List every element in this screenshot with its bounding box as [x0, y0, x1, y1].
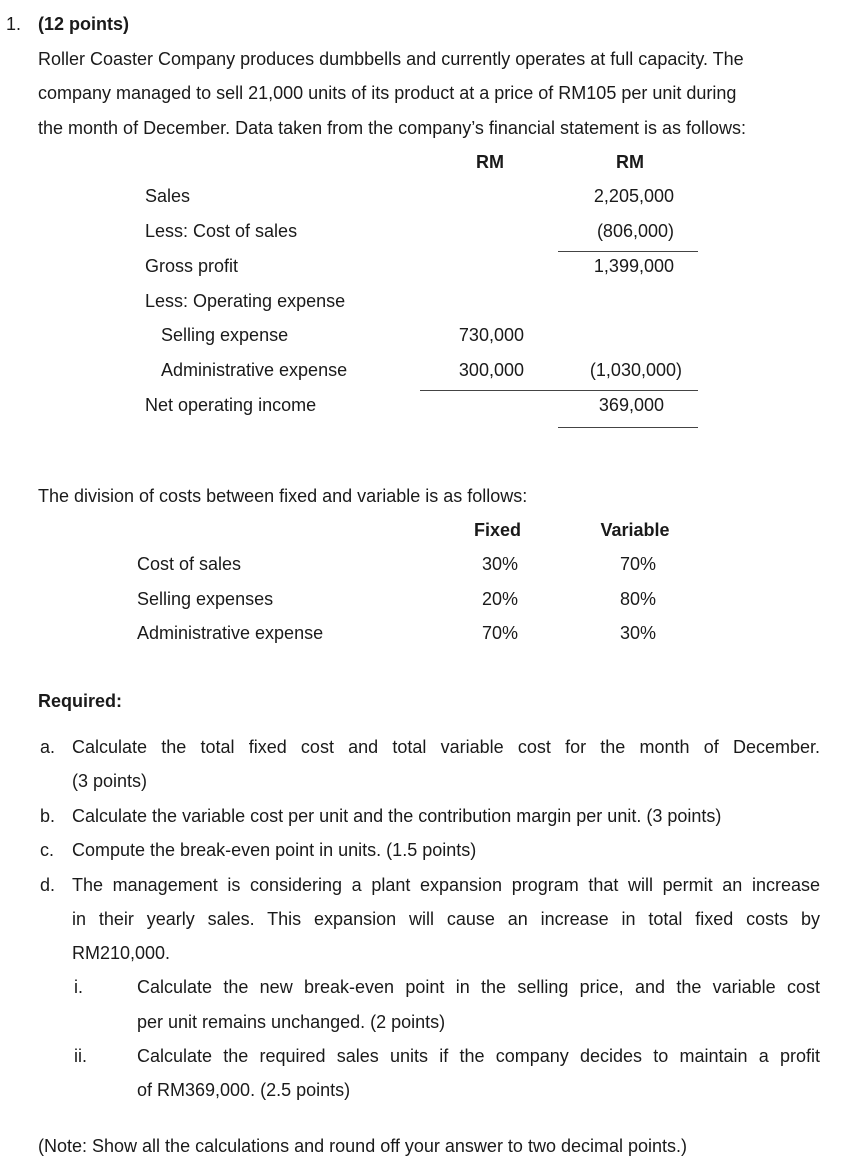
item-a-marker: a.	[40, 737, 56, 757]
item-d-marker: d.	[40, 875, 56, 895]
division-row-fixed: 20%	[481, 589, 519, 609]
item-c-text: Compute the break-even point in units. (1.5 points)	[72, 840, 477, 860]
intro-line-3: the month of December. Data taken from the company’s financial statement is as follows:	[38, 118, 747, 138]
statement-row-label: Gross profit	[145, 256, 239, 276]
statement-row-label: Net operating income	[145, 395, 317, 415]
division-intro: The division of costs between fixed and variable is as follows:	[38, 486, 528, 506]
division-row-label: Administrative expense	[137, 623, 324, 643]
statement-col-header-right: RM	[616, 152, 644, 172]
division-header-fixed: Fixed	[473, 520, 521, 540]
item-d-i-marker: i.	[74, 977, 83, 997]
item-d-line-2: in their yearly sales. This expansion will cause an increase in total fixed costs by	[72, 909, 820, 929]
division-row-variable: 80%	[619, 589, 657, 609]
statement-row-label: Selling expense	[161, 325, 289, 345]
note: (Note: Show all the calculations and round off your answer to two decimal points.)	[38, 1136, 688, 1156]
statement-underline	[558, 251, 698, 252]
question-number: 1.	[6, 14, 22, 34]
statement-double-underline	[558, 427, 698, 428]
statement-row-right: 1,399,000	[593, 256, 674, 276]
division-row-label: Cost of sales	[137, 554, 242, 574]
item-d-ii-marker: ii.	[74, 1046, 87, 1066]
item-c-marker: c.	[40, 840, 55, 860]
item-b-text: Calculate the variable cost per unit and the contribution margin per unit. (3 points)	[72, 806, 722, 826]
statement-row-label: Sales	[145, 186, 191, 206]
division-row-label: Selling expenses	[137, 589, 274, 609]
item-d-i-line-2: per unit remains unchanged. (2 points)	[137, 1012, 446, 1032]
question-points: (12 points)	[38, 14, 130, 34]
statement-row-right: (806,000)	[596, 221, 674, 241]
division-header-variable: Variable	[600, 520, 670, 540]
division-row-variable: 30%	[619, 623, 657, 643]
statement-row-mid: 300,000	[458, 360, 524, 380]
item-b-marker: b.	[40, 806, 56, 826]
statement-row-mid: 730,000	[458, 325, 524, 345]
item-d-i-line-1: Calculate the new break-even point in the selling price, and the variable cost	[137, 977, 820, 997]
intro-line-1: Roller Coaster Company produces dumbbells and currently operates at full capacity. The	[38, 49, 744, 69]
item-d-ii-line-1: Calculate the required sales units if the company decides to maintain a profit	[137, 1046, 820, 1066]
item-a-line-1: Calculate the total fixed cost and total variable cost for the month of December.	[72, 737, 820, 757]
division-row-fixed: 30%	[481, 554, 519, 574]
item-d-line-3: RM210,000.	[72, 943, 171, 963]
item-d-line-1: The management is considering a plant expansion program that will permit an increase	[72, 875, 820, 895]
item-a-line-2: (3 points)	[72, 771, 148, 791]
statement-row-label: Administrative expense	[161, 360, 348, 380]
statement-row-right: (1,030,000)	[589, 360, 682, 380]
statement-row-right: 2,205,000	[593, 186, 674, 206]
statement-col-header-mid: RM	[476, 152, 504, 172]
division-row-fixed: 70%	[481, 623, 519, 643]
division-row-variable: 70%	[619, 554, 657, 574]
statement-row-label: Less: Cost of sales	[145, 221, 298, 241]
intro-line-2: company managed to sell 21,000 units of its product at a price of RM105 per unit during	[38, 83, 737, 103]
statement-row-right: 369,000	[598, 395, 664, 415]
item-d-ii-line-2: of RM369,000. (2.5 points)	[137, 1080, 351, 1100]
statement-row-label: Less: Operating expense	[145, 291, 346, 311]
required-heading: Required:	[38, 691, 123, 711]
statement-underline	[420, 390, 698, 391]
